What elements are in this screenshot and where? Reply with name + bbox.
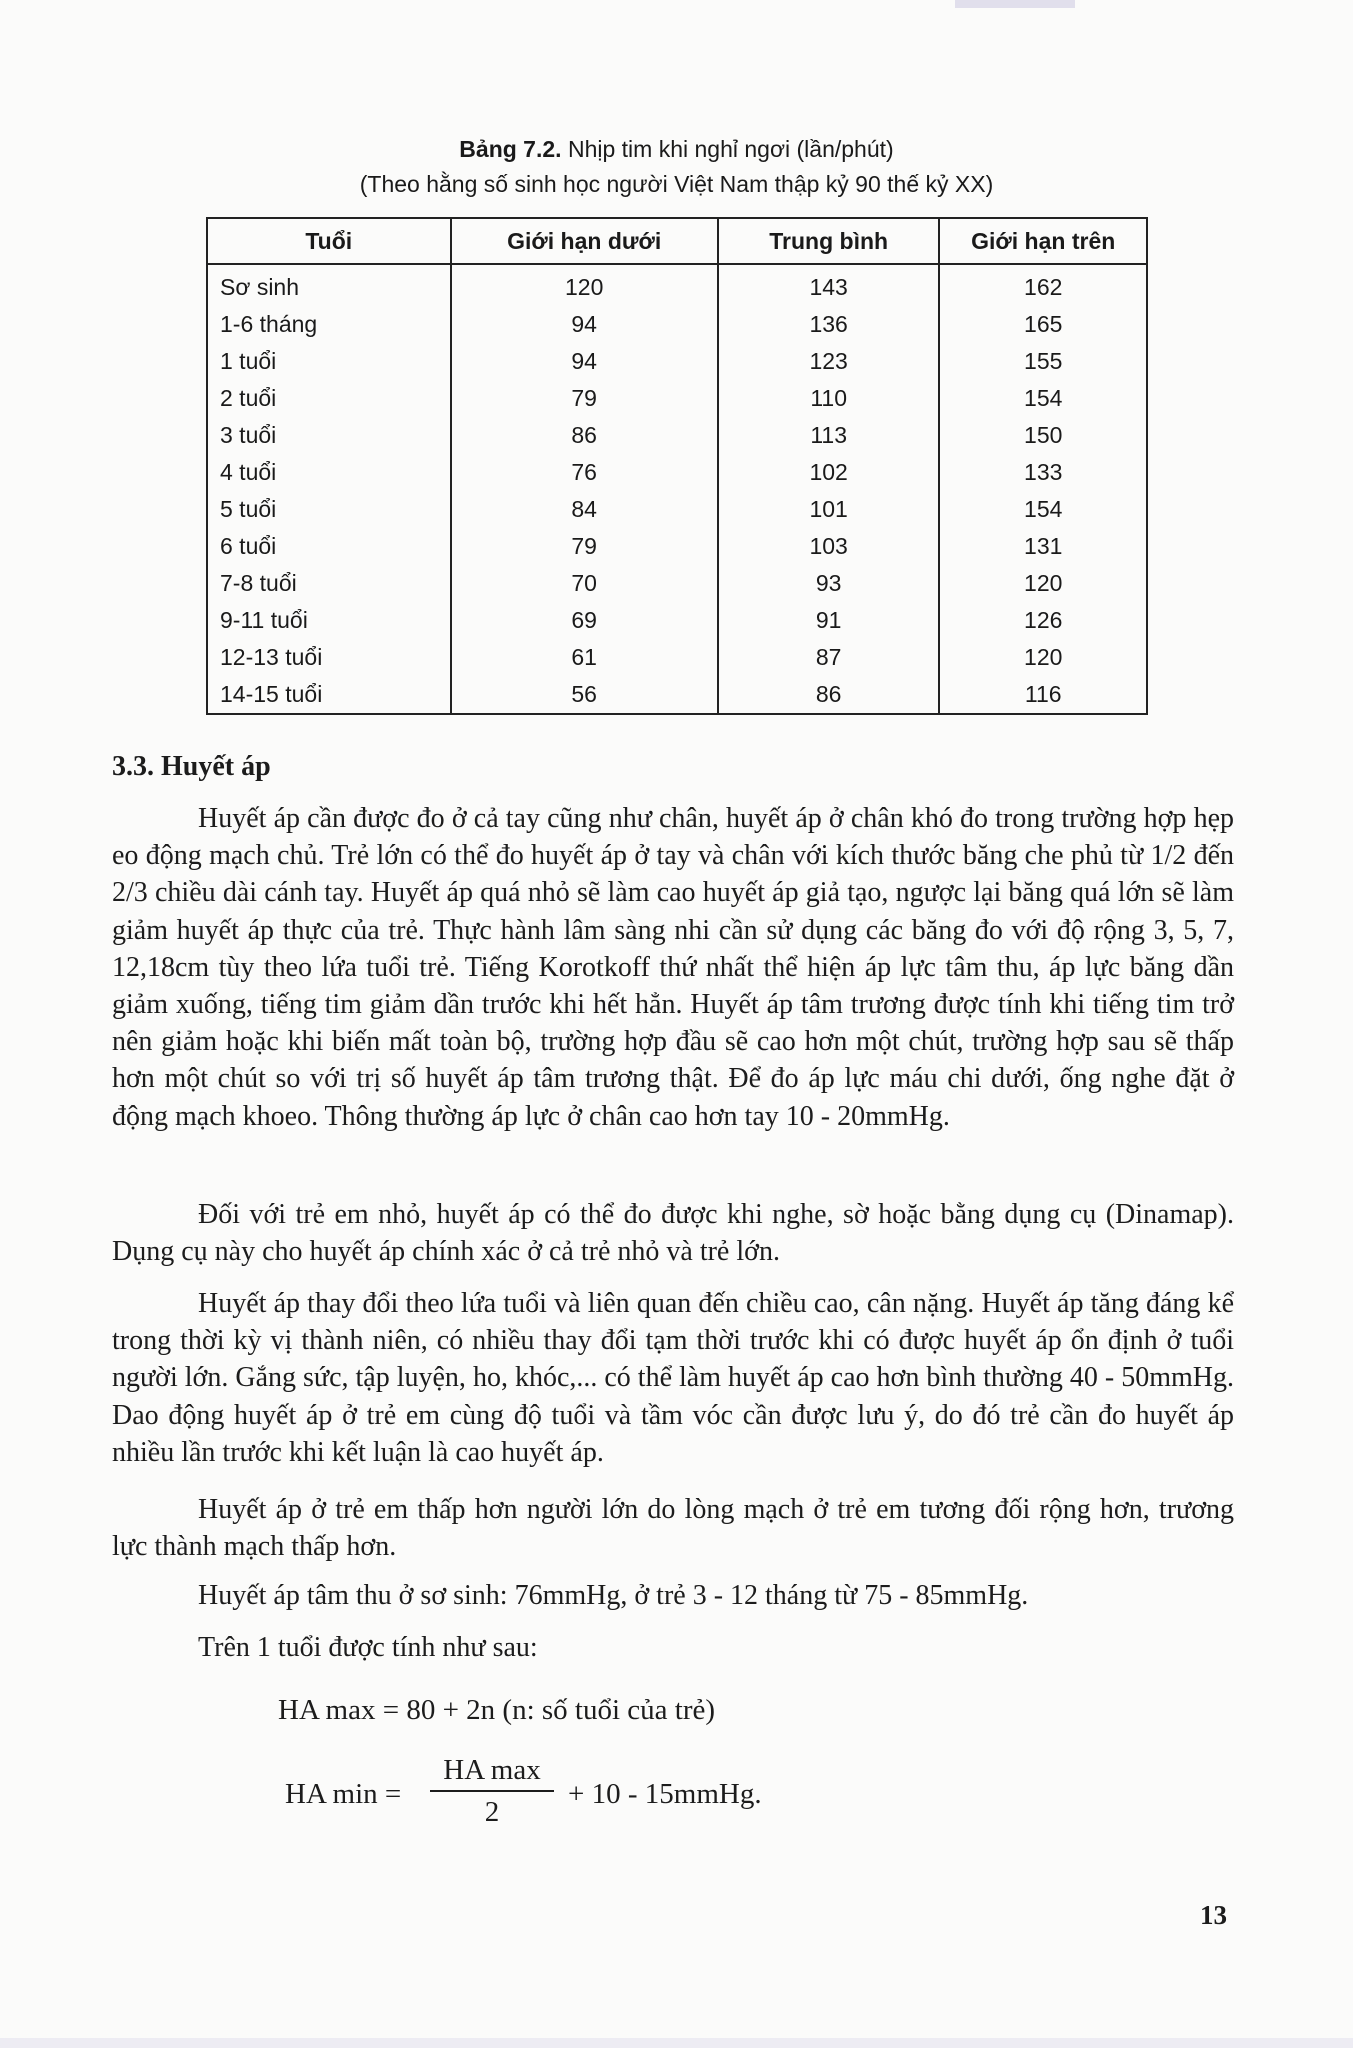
table-header-row	[207, 218, 1147, 264]
table-caption	[0, 136, 1353, 163]
mean-cell: 91	[718, 602, 940, 639]
table-row	[207, 380, 1147, 417]
table-row	[207, 343, 1147, 380]
table-row	[207, 491, 1147, 528]
formula-ha-min-lhs: HA min =	[285, 1778, 402, 1810]
table-row	[207, 676, 1147, 714]
age-cell: 3 tuổi	[207, 417, 451, 454]
lower-cell: 120	[451, 264, 718, 306]
age-cell: 12-13 tuổi	[207, 639, 451, 676]
upper-cell: 116	[939, 676, 1147, 714]
age-cell: 7-8 tuổi	[207, 565, 451, 602]
age-cell: Sơ sinh	[207, 264, 451, 306]
mean-cell: 86	[718, 676, 940, 714]
lower-cell: 86	[451, 417, 718, 454]
mean-cell: 103	[718, 528, 940, 565]
mean-cell: 93	[718, 565, 940, 602]
paragraph-lower-pressure: Huyết áp ở trẻ em thấp hơn người lớn do lòng mạch ở trẻ em tương đối rộng hơn, trương lực thành mạch thấp hơn.	[112, 1494, 1234, 1563]
lower-cell: 79	[451, 380, 718, 417]
table-row	[207, 565, 1147, 602]
upper-cell: 165	[939, 306, 1147, 343]
lower-cell: 94	[451, 343, 718, 380]
table-caption-title: Nhịp tim khi nghỉ ngơi (lần/phút)	[567, 136, 894, 162]
upper-cell: 120	[939, 565, 1147, 602]
systolic-newborn-line: Huyết áp tâm thu ở sơ sinh: 76mmHg, ở trẻ 3 - 12 tháng từ 75 - 85mmHg.	[198, 1580, 1029, 1611]
lower-cell: 79	[451, 528, 718, 565]
table-row	[207, 639, 1147, 676]
table-caption-subtitle: (Theo hằng số sinh học người Việt Nam thập kỷ 90 thế kỷ XX)	[359, 171, 994, 197]
table-row	[207, 306, 1147, 343]
lower-cell: 56	[451, 676, 718, 714]
lower-cell: 61	[451, 639, 718, 676]
mean-cell: 123	[718, 343, 940, 380]
upper-cell: 131	[939, 528, 1147, 565]
upper-cell: 126	[939, 602, 1147, 639]
table-row	[207, 264, 1147, 306]
paragraph-small-children: Đối với trẻ em nhỏ, huyết áp có thể đo được khi nghe, sờ hoặc bằng dụng cụ (Dinamap). Dụng cụ này cho huyết áp chính xác ở cả trẻ nhỏ và trẻ lớn.	[112, 1199, 1234, 1268]
age-cell: 1-6 tháng	[207, 306, 451, 343]
lower-cell: 76	[451, 454, 718, 491]
age-cell: 6 tuổi	[207, 528, 451, 565]
age-cell: 14-15 tuổi	[207, 676, 451, 714]
upper-cell: 133	[939, 454, 1147, 491]
scan-edge-strip	[955, 0, 1075, 8]
fraction-denominator: 2	[484, 1796, 500, 1828]
mean-cell: 102	[718, 454, 940, 491]
fraction-numerator: HA max	[443, 1754, 541, 1786]
fraction-bar	[430, 1790, 554, 1792]
formula-ha-min-rhs: + 10 - 15mmHg.	[568, 1778, 762, 1810]
upper-cell: 162	[939, 264, 1147, 306]
upper-cell: 154	[939, 380, 1147, 417]
header-upper-limit: Giới hạn trên	[939, 218, 1147, 264]
lower-cell: 69	[451, 602, 718, 639]
section-heading: 3.3. Huyết áp	[112, 751, 271, 782]
over-one-year-line: Trên 1 tuổi được tính như sau:	[198, 1632, 538, 1663]
mean-cell: 101	[718, 491, 940, 528]
table-row	[207, 454, 1147, 491]
lower-cell: 94	[451, 306, 718, 343]
lower-cell: 84	[451, 491, 718, 528]
scan-bottom-strip	[0, 2038, 1353, 2048]
formula-ha-max: HA max = 80 + 2n (n: số tuổi của trẻ)	[278, 1694, 716, 1726]
table-row	[207, 417, 1147, 454]
header-mean: Trung bình	[718, 218, 940, 264]
table-caption-label: Bảng 7.2.	[459, 136, 562, 162]
table-row	[207, 602, 1147, 639]
upper-cell: 150	[939, 417, 1147, 454]
header-lower-limit: Giới hạn dưới	[451, 218, 718, 264]
mean-cell: 113	[718, 417, 940, 454]
mean-cell: 143	[718, 264, 940, 306]
upper-cell: 120	[939, 639, 1147, 676]
age-cell: 4 tuổi	[207, 454, 451, 491]
mean-cell: 110	[718, 380, 940, 417]
header-age: Tuổi	[207, 218, 451, 264]
mean-cell: 87	[718, 639, 940, 676]
paragraph-measurement: Huyết áp cần được đo ở cả tay cũng như chân, huyết áp ở chân khó đo trong trường hợp hẹp eo động mạch chủ. Trẻ lớn có thể đo huyết áp ở tay và chân với kích thước băng che phủ từ 1/2 đến 2/3 chiều dài cánh tay. Huyết áp quá nhỏ sẽ làm cao huyết áp giả tạo, ngược lại băng quá lớn sẽ làm giảm huyết áp thực của trẻ. Thực hành lâm sàng nhi cần sử dụng các băng đo với độ rộng 3, 5, 7, 12,18cm tùy theo lứa tuổi trẻ. Tiếng Korotkoff thứ nhất thể hiện áp lực tâm thu, áp lực băng dần giảm xuống, tiếng tim giảm dần trước khi hết hẳn. Huyết áp tâm trương được tính khi tiếng tim trở nên giảm hoặc khi biến mất toàn bộ, trường hợp đầu sẽ cao hơn một chút, trường hợp sau sẽ thấp hơn một chút so với trị số huyết áp tâm trương thật. Để đo áp lực máu chi dưới, ống nghe đặt ở động mạch khoeo. Thông thường áp lực ở chân cao hơn tay 10 - 20mmHg.	[112, 803, 1234, 1132]
upper-cell: 155	[939, 343, 1147, 380]
paragraph-age-variation: Huyết áp thay đổi theo lứa tuổi và liên quan đến chiều cao, cân nặng. Huyết áp tăng đáng kể trong thời kỳ vị thành niên, có nhiều thay đổi tạm thời trước khi có được huyết áp ổn định ở tuổi người lớn. Gắng sức, tập luyện, ho, khóc,... có thể làm huyết áp cao hơn bình thường 40 - 50mmHg. Dao động huyết áp ở trẻ em cùng độ tuổi và tầm vóc cần được lưu ý, do đó trẻ cần đo huyết áp nhiều lần trước khi kết luận là cao huyết áp.	[112, 1288, 1234, 1468]
page-number: 13	[1200, 1900, 1227, 1930]
age-cell: 2 tuổi	[207, 380, 451, 417]
age-cell: 9-11 tuổi	[207, 602, 451, 639]
age-cell: 1 tuổi	[207, 343, 451, 380]
upper-cell: 154	[939, 491, 1147, 528]
heart-rate-table	[206, 217, 1148, 715]
table-row	[207, 528, 1147, 565]
mean-cell: 136	[718, 306, 940, 343]
formula-ha-min-fraction	[430, 1752, 554, 1828]
age-cell: 5 tuổi	[207, 491, 451, 528]
lower-cell: 70	[451, 565, 718, 602]
